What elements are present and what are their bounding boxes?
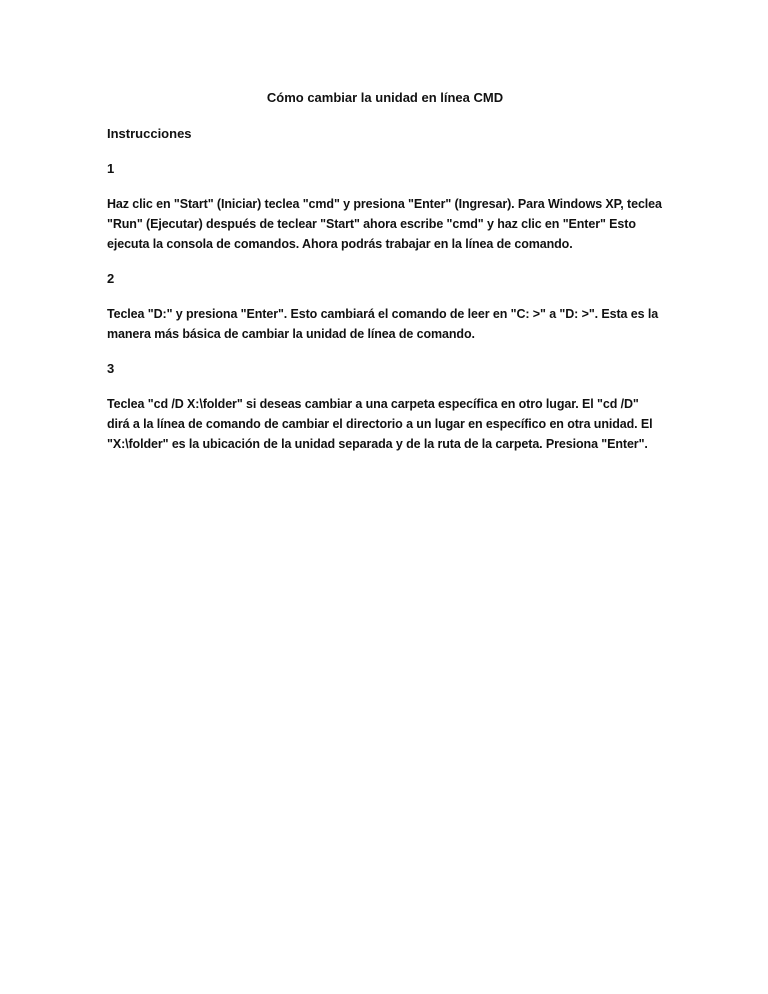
step-1-number: 1	[107, 161, 115, 176]
instructions-heading: Instrucciones	[107, 126, 192, 141]
step-2-number: 2	[107, 271, 115, 286]
step-3-text: Teclea "cd /D X:\folder" si deseas cambiar a una carpeta específica en otro lugar. El "cd /D" dirá a la línea de comando de cambiar el directorio a un lugar en específico en otra unidad. El "X:\folder" es la ubicación de la unidad separada y de la ruta de la carpeta. Presiona "Enter".	[107, 397, 653, 451]
document-content	[107, 88, 663, 469]
step-1-text: Haz clic en "Start" (Iniciar) teclea "cmd" y presiona "Enter" (Ingresar). Para Windows XP, teclea "Run" (Ejecutar) después de teclear "Start" ahora escribe "cmd" y haz clic en "Enter" Esto ejecuta la consola de comandos. Ahora podrás trabajar en la línea de comando.	[107, 197, 662, 251]
document-title: Cómo cambiar la unidad en línea CMD	[266, 90, 504, 105]
step-3-number: 3	[107, 361, 115, 376]
step-2-text: Teclea "D:" y presiona "Enter". Esto cambiará el comando de leer en "C: >" a "D: >". Esta es la manera más básica de cambiar la unidad de línea de comando.	[107, 307, 659, 341]
